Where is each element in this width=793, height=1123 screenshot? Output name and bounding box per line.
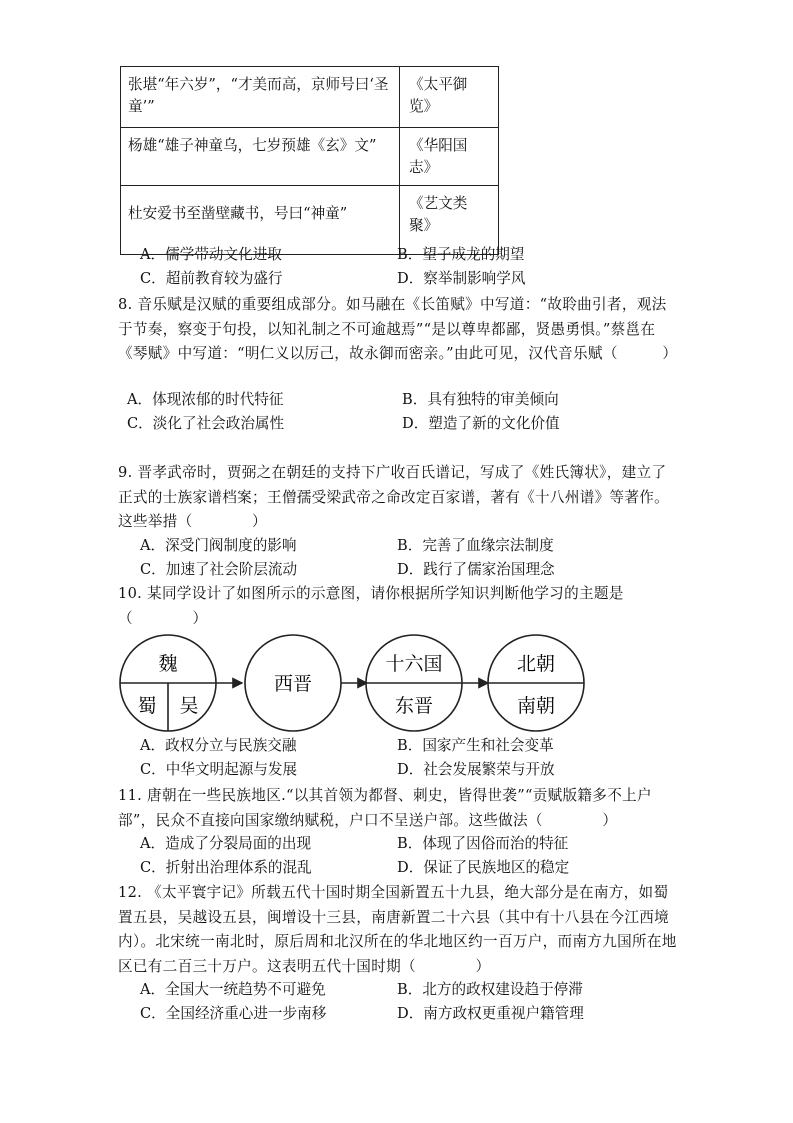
circle-sixteen-kingdoms [366,635,462,731]
table-row [121,128,499,186]
table-cell-source: 《华阳国志》 [400,128,499,186]
table-cell-content: 杜安爱书至凿壁藏书，号曰“神童” [121,186,400,255]
label-shu: 蜀 [137,695,157,717]
q11-option-c[interactable]: C．折射出治理体系的混乱 [140,859,312,876]
q11-stem: 11. 唐朝在一些民族地区.“以其首领为都督、刺史，皆得世袭”“贡赋版籍多不上户部”，民众不直接向国家缴纳赋税，户口不呈送户部。这些做法（ ） [118,787,652,829]
table-cell-source: 《艺文类聚》 [400,186,499,255]
label-wu: 吴 [179,695,199,717]
q10-option-a[interactable]: A．政权分立与民族交融 [140,737,297,754]
label-western-jin: 西晋 [273,673,313,695]
label-southern-dynasties: 南朝 [516,695,556,717]
source-table [120,66,499,255]
table-cell-content: 杨雄“雄子神童乌，七岁预雄《玄》文” [121,128,400,186]
label-sixteen-kingdoms: 十六国 [385,653,443,675]
q9-option-d[interactable]: D．践行了儒家治国理念 [397,561,555,578]
q9-option-a[interactable]: A．深受门阀制度的影响 [140,537,297,554]
label-wei: 魏 [158,653,178,675]
q9-stem: 9. 晋孝武帝时，贾弼之在朝廷的支持下广收百氏谱记，写成了《姓氏簿状》，建立了正式的士族家谱档案；王僧孺受梁武帝之命改定百家谱，著有《十八州谱》等著作。这些举措（ ） [118,464,670,530]
table-row [121,67,499,128]
q9-option-b[interactable]: B．完善了血缘宗法制度 [397,537,554,554]
q7-option-b[interactable]: B．望子成龙的期望 [397,246,525,263]
q8-stem: 8. 音乐赋是汉赋的重要组成部分。如马融在《长笛赋》中写道：“故聆曲引者，观法于节奏，察变于句投，以知礼制之不可逾越焉”“是以尊卑都鄙，贤愚勇惧。”蔡邕在《琴赋》中写道：“明仁义以厉己，故永御而密亲。”由此可见，汉代音乐赋（ ） [118,296,678,362]
dynasty-diagram [118,633,598,733]
circle-western-jin [245,635,341,731]
q8-option-c[interactable]: C．淡化了社会政治属性 [127,415,285,432]
label-eastern-jin: 东晋 [394,695,434,717]
q8-option-d[interactable]: D．塑造了新的文化价值 [402,415,560,432]
circle-northern-southern [488,635,584,731]
q8-option-a[interactable]: A．体现浓郁的时代特征 [127,391,284,408]
table-cell-source: 《太平御览》 [400,67,499,128]
q11-option-d[interactable]: D．保证了民族地区的稳定 [397,859,570,876]
q11-option-a[interactable]: A．造成了分裂局面的出现 [140,835,312,852]
q10-option-d[interactable]: D．社会发展繁荣与开放 [397,761,555,778]
q7-option-a[interactable]: A．儒学带动文化进取 [140,246,282,263]
q11-option-b[interactable]: B．体现了因俗而治的特征 [397,835,569,852]
q12-option-a[interactable]: A．全国大一统趋势不可避免 [140,981,326,998]
label-northern-dynasties: 北朝 [516,653,556,675]
q9-option-c[interactable]: C．加速了社会阶层流动 [140,561,298,578]
q10-option-b[interactable]: B．国家产生和社会变革 [397,737,554,754]
q7-option-d[interactable]: D．察举制影响学风 [397,270,526,287]
q10-option-c[interactable]: C．中华文明起源与发展 [140,761,298,778]
table-cell-content: 张堪“年六岁”，“才美而高，京师号曰‘圣童’” [121,67,400,128]
circle-wei-shu-wu [120,635,216,731]
q8-option-b[interactable]: B．具有独特的审美倾向 [402,391,559,408]
q7-option-c[interactable]: C．超前教育较为盛行 [140,270,283,287]
q12-option-c[interactable]: C．全国经济重心进一步南移 [140,1005,327,1022]
q12-stem: 12. 《太平寰宇记》所载五代十国时期全国新置五十九县，绝大部分是在南方，如蜀置五县，吴越设五县，闽增设十三县，南唐新置二十六县（其中有十八县在今江西境内）。北宋统一南北时，原后周和北汉所在的华北地区约一百万户，而南方九国所在地区已有二百三十万户。这表明五代十国时期（ ） [118,884,677,975]
q10-stem: 10. 某同学设计了如图所示的示意图，请你根据所学知识判断他学习的主题是（ ） [118,585,624,627]
q12-option-b[interactable]: B．北方的政权建设趋于停滞 [397,981,583,998]
q12-option-d[interactable]: D．南方政权更重视户籍管理 [397,1005,584,1022]
